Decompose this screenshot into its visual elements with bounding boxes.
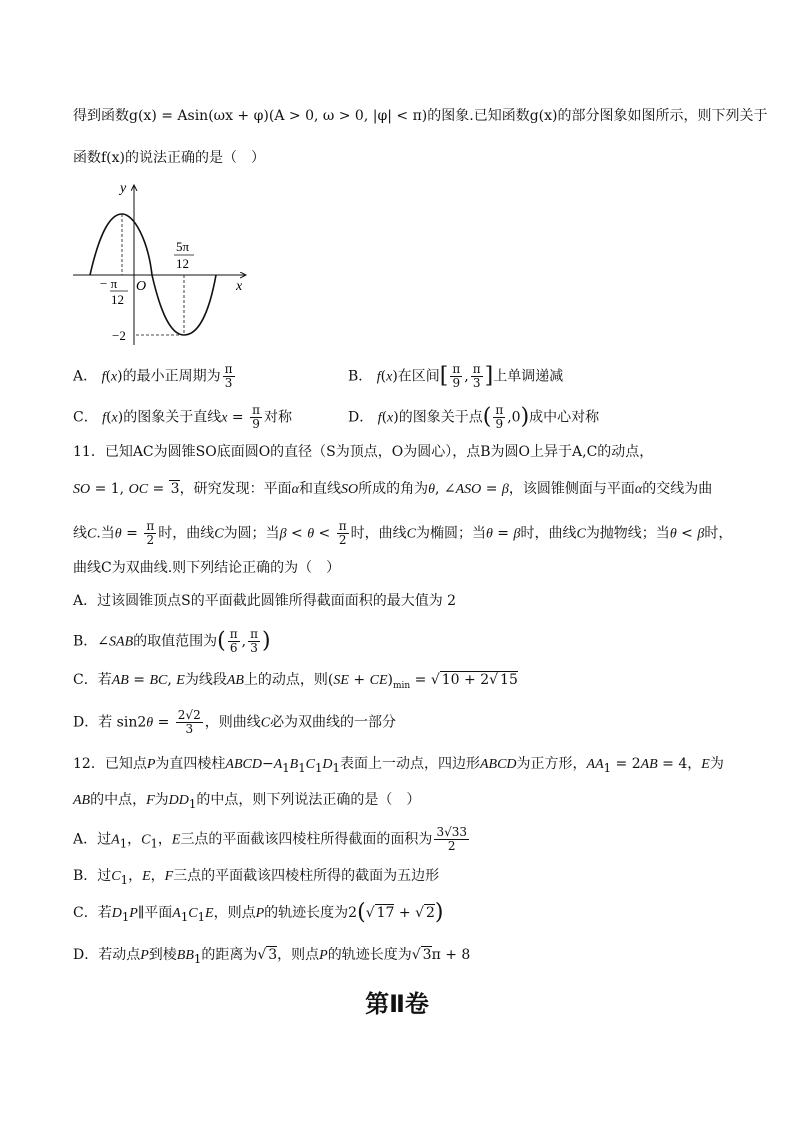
q10-option-c[interactable]: C． f(x)的图象关于直线x = $\frac{\pi}{9}$ 对称 (73, 403, 292, 431)
q11-stem-line2: SO = 1, OC = 3，研究发现：平面α和直线SO所成的角为θ, ∠ASO = β，该圆锥侧面与平面α的交线为曲 (73, 481, 713, 497)
q11-option-d[interactable]: D．若 sin2θ = $\frac{2√2}{3}$ ，则曲线C必为双曲线的一部分 (73, 708, 397, 736)
q10-option-d[interactable]: D． f(x)的图象关于点( $\frac{\pi}{9}$ ,0)成中心对称 (348, 403, 600, 431)
tick-neg-2: −2 (112, 328, 126, 343)
x-axis-label: x (236, 279, 243, 294)
q10-intro-line2: 函数f(x)的说法正确的是（ ） (73, 150, 266, 166)
q11-option-a[interactable]: A．过该圆锥顶点S的平面截此圆锥所得截面面积的最大值为 2 (73, 593, 457, 609)
tick-5pi-12: 5π (176, 239, 190, 254)
q12-stem-line2: AB的中点，F为$DD_1$的中点，则下列说法正确的是（ ） (73, 792, 421, 811)
q12-stem-line1: 12．已知点P为直四棱柱$ABCD-A_1B_1C_1D_1$表面上一动点，四边形ABCD为正方形，$AA_1 = 2AB = 4$，E为 (73, 756, 724, 775)
q11-stem-line1: 11．已知AC为圆锥SO底面圆O的直径（S为顶点，O为圆心），点B为圆O上异于A,C的动点， (73, 444, 654, 460)
q10-intro-line1: 得到函数g(x) = Asin(ωx + φ)(A > 0, ω > 0, |φ| < π)的图象.已知函数g(x)的部分图象如图所示，则下列关于 (73, 108, 768, 124)
tick-neg-pi-12: − π (100, 276, 118, 291)
svg-text:12: 12 (111, 292, 124, 307)
q10-option-a[interactable]: A． f(x)的最小正周期为 $\frac{\pi}{3}$ (73, 362, 233, 390)
sine-graph (68, 180, 268, 350)
q12-option-d[interactable]: D．若动点P到棱$BB_1$的距离为√ 3，则点P的轨迹长度为√ 3π + 8 (73, 947, 471, 966)
q10-option-b[interactable]: B． f(x)在区间[ $\frac{\pi}{9}$ , $\frac{\pi}{3}$ ]上单调递减 (348, 362, 564, 390)
y-axis-label: y (120, 181, 127, 196)
q12-option-a[interactable]: A．过$A_1$，$C_1$，E三点的平面截该四棱柱所得截面的面积为 $\frac{3√33}{2}$ (73, 825, 467, 853)
q11-option-c[interactable]: C．若AB = BC, E为线段AB上的动点，则$(SE + CE)_{min}$ = √ 10 + 2√ 15 (73, 672, 518, 691)
origin-label: O (136, 279, 147, 294)
q12-option-c[interactable]: C．若$D_1P\parallel$平面$A_1C_1E$，则点P的轨迹长度为2(√ 17 + √ 2) (73, 900, 444, 925)
q12-option-b[interactable]: B．过$C_1$，E，F三点的平面截该四棱柱所得的截面为五边形 (73, 868, 440, 887)
section-title: 第Ⅱ卷 (365, 990, 429, 1018)
svg-text:12: 12 (176, 256, 189, 271)
q11-stem-line3: 线C.当θ = $\frac{\pi}{2}$ 时，曲线C为圆；当β < θ < $\frac{\pi}{2}$ 时，曲线C为椭圆；当θ = β时，曲线C为抛物线；当θ < β时， (73, 519, 733, 547)
q11-option-b[interactable]: B．∠SAB的取值范围为( $\frac{\pi}{6}$ , $\frac{\pi}{3}$ ) (73, 627, 271, 655)
q11-stem-line4: 曲线C为双曲线.则下列结论正确的为（ ） (73, 560, 341, 576)
